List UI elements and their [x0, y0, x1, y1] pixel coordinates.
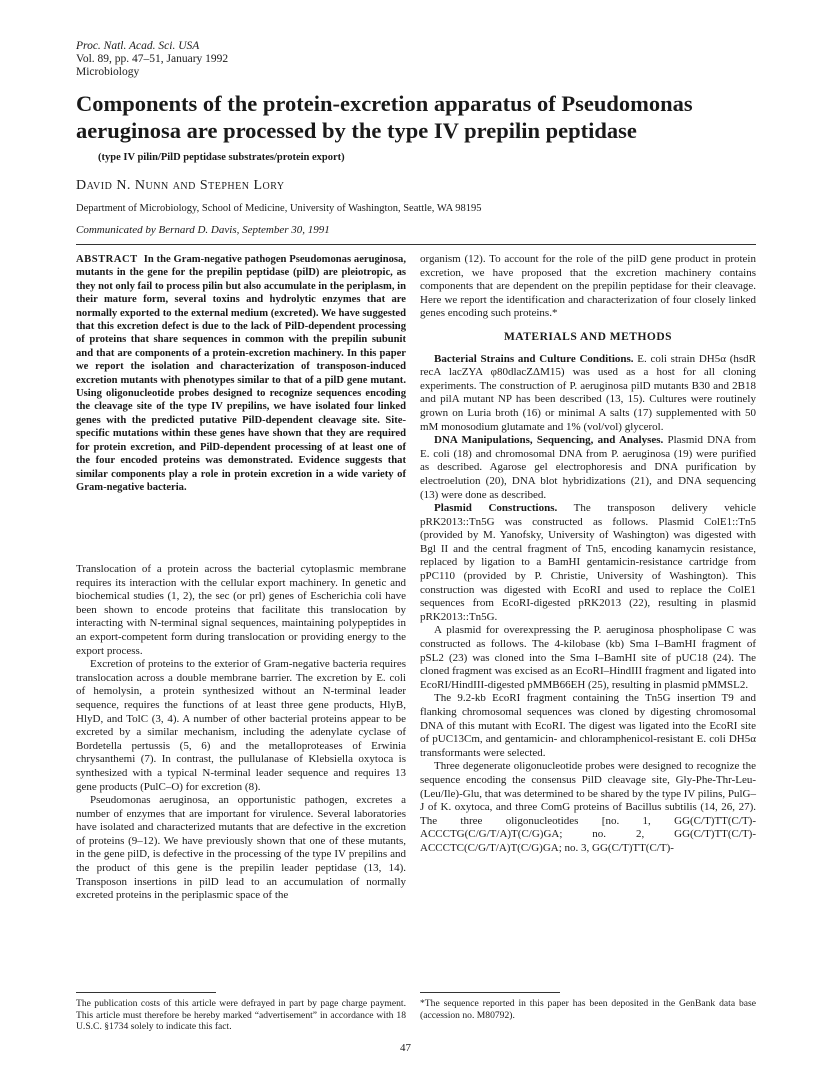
keywords: (type IV pilin/PilD peptidase substrates/protein export) — [98, 152, 345, 163]
journal-section: Microbiology — [76, 66, 140, 78]
paragraph: Pseudomonas aeruginosa, an opportunistic pathogen, excretes a number of enzymes that are important for virulence. Several laboratories have isolated and characterized mutants that are defective in the excretion of proteins (9–12). We have previously shown that one of these mutants, in the gene pilD, is defective in the processing of the type IV prepilins and the product of this gene is the prepilin leader peptidase (13, 14). Transposon insertions in pilD lead to an accumulation of normally excreted proteins in the periplasmic space of the — [76, 794, 406, 902]
paragraph: Plasmid Constructions. The transposon delivery vehicle pRK2013::Tn5G was constructed as follows. Plasmid ColE1::Tn5 (provided by M. Yanofsky, University of Washington) was digested with Bgl II and the central fragment of Tn5, encoding kanamycin resistance, replaced by ligation to a BamHI gentamicin-resistance cartridge from pPC110 (provided by P. Christie, University of Washington). This construction was digested with EcoRI and used to replace the ColE1 sequences from EcoRI-digested pRK2013 (22), resulting in plasmid pRK2013::Tn5G. — [420, 502, 756, 623]
paragraph: Translocation of a protein across the bacterial cytoplasmic membrane requires its interaction with the cellular export machinery. In genetic and biochemical studies (1, 2), the sec (or prl) genes of Escherichia coli have been shown to encode proteins that facilitate this translocation by interacting with N-terminal signal sequences, maintaining polypeptides in an export-competent form during translocation or providing energy to the export process. — [76, 563, 406, 657]
abstract-text: In the Gram-negative pathogen Pseudomonas aeruginosa, mutants in the gene for the prepilin peptidase (pilD) are pleiotropic, as they not only fail to process pilin but also accumulate in the periplasm, in their mature form, several toxins and hydrolytic enzymes that are normally exported to the external medium (excreted). We have suggested that this excretion defect is due to the lack of PilD-dependent processing of proteins that share sequences in common with the prepilin subunit and that are components of a protein-excretion machinery. In this paper we report the isolation and characterization of transposon-induced excretion mutants with phenotypes similar to that of a pilD gene mutant. Using oligonucleotide probes designed to recognize sequences encoding the cleavage site of the type IV prepilins, we have isolated four linked genes with the predicted putative PilD-dependent cleavage site. Site-specific mutations within these genes have shown that they are required for protein excretion, and PilD-dependent processing of at least one of the four encoded proteins was demonstrated. Evidence suggests that similar components play a role in protein excretion in a wide variety of Gram-negative bacteria. — [76, 254, 406, 493]
paragraph: organism (12). To account for the role of the pilD gene product in protein excretion, we have proposed that the excretion machinery contains components that are dependent on the prepilin peptidase for their cleavage. Here we report the identification and characterization of four closely linked genes encoding such proteins.* — [420, 253, 756, 320]
footnote-rule — [420, 992, 560, 993]
footnote-rule — [76, 992, 216, 993]
paragraph: The 9.2-kb EcoRI fragment containing the Tn5G insertion T9 and flanking chromosomal sequences was cloned by digesting chromosomal DNA of this mutant with EcoRI. The digest was ligated into the EcoRI site of pUC13Cm, and gentamicin- and chloramphenicol-resistant E. coli DH5α transformants were selected. — [420, 692, 756, 759]
paragraph: A plasmid for overexpressing the P. aeruginosa phospholipase C was constructed as follows. The 4-kilobase (kb) Sma I–BamHI fragment of pSL2 (23) was cloned into the Sma I–BamHI site of pUC18 (24). The cloned fragment was excised as an EcoRI–HindIII fragment and ligated into EcoRI/HindIII-digested pMMB66EH (25), resulting in plasmid pMMSL2. — [420, 624, 756, 691]
section-heading: MATERIALS AND METHODS — [503, 330, 673, 343]
abstract-label: ABSTRACT — [76, 254, 138, 265]
authors: David N. Nunn and Stephen Lory — [76, 178, 285, 193]
journal-header — [76, 40, 228, 79]
affiliation: Department of Microbiology, School of Medicine, University of Washington, Seattle, WA 98195 — [76, 203, 482, 214]
paragraph: DNA Manipulations, Sequencing, and Analyses. Plasmid DNA from E. coli (18) and chromosomal DNA from P. aeruginosa (19) were purified as described. Agarose gel electrophoresis and DNA purification by electroelution (20), DNA blot hybridizations (21), and DNA sequencing (13) were done as described. — [420, 434, 757, 501]
paragraph: Excretion of proteins to the exterior of Gram-negative bacteria requires translocation across a double membrane barrier. The excretion by E. coli of hemolysin, a protein synthesized without an N-terminal leader sequence, requires the functions of at least three gene products, HlyB, HlyD, and TolC (3, 4). A number of other bacterial proteins appear to be excreted by a similar mechanism, including the adenylate cyclase of Bordetella pertussis (5, 6) and the metalloproteases of Erwinia chrysanthemi (7). In contrast, the pullulanase of Klebsiella oxytoca is synthesized with a typical N-terminal leader sequence and requires 13 gene products (PulC–O) for excretion (8). — [76, 658, 406, 793]
journal-volume: Vol. 89, pp. 47–51, January 1992 — [76, 53, 229, 65]
header-rule — [76, 244, 756, 245]
paragraph: Bacterial Strains and Culture Conditions. E. coli strain DH5α (hsdR recA lacZYA φ80dlacZΔM15) was used as a host for all cloning experiments. The construction of P. aeruginosa pilD mutants B30 and 2B18 and pilA mutant NP has been described (13, 15). Cultures were routinely grown on Luria broth (16) or minimal A salts (17) supplemented with 50 mM monosodium glutamate and 1% (vol/vol) glycerol. — [420, 352, 756, 433]
right-column — [420, 253, 756, 856]
communicated-by: Communicated by Bernard D. Davis, September 30, 1991 — [76, 224, 330, 236]
genbank-footnote: *The sequence reported in this paper has been deposited in the GenBank data base (accession no. M80792). — [420, 998, 756, 1021]
abstract — [76, 253, 406, 494]
page-number: 47 — [400, 1042, 411, 1054]
journal-name: Proc. Natl. Acad. Sci. USA — [76, 40, 200, 52]
article-title: Components of the protein-excretion apparatus of Pseudomonas aeruginosa are processed by the type IV prepilin peptidase — [76, 91, 693, 143]
paragraph: Three degenerate oligonucleotide probes were designed to recognize the sequence encoding the consensus PilD cleavage site, Gly-Phe-Thr-Leu-(Leu/Ile)-Glu, that was determined to be shared by the type IV pilins, PulG–J of K. oxytoca, and three ComG proteins of Bacillus subtilis (14, 26, 27). The three oligonucleotides [no. 1, GG(C/T)TT(C/T)-ACCCTG(C/G/T/A)T(C/G)GA; no. 2, GG(C/T)TT(C/T)-ACCCTC(C/G/T/A)T(C/G)GA; no. 3, GG(C/T)TT(C/T)- — [420, 760, 756, 854]
publication-cost-note: The publication costs of this article were defrayed in part by page charge payment. This article must therefore be hereby marked “advertisement” in accordance with 18 U.S.C. §1734 solely to indicate this fact. — [76, 998, 406, 1033]
left-column-body — [76, 563, 406, 903]
